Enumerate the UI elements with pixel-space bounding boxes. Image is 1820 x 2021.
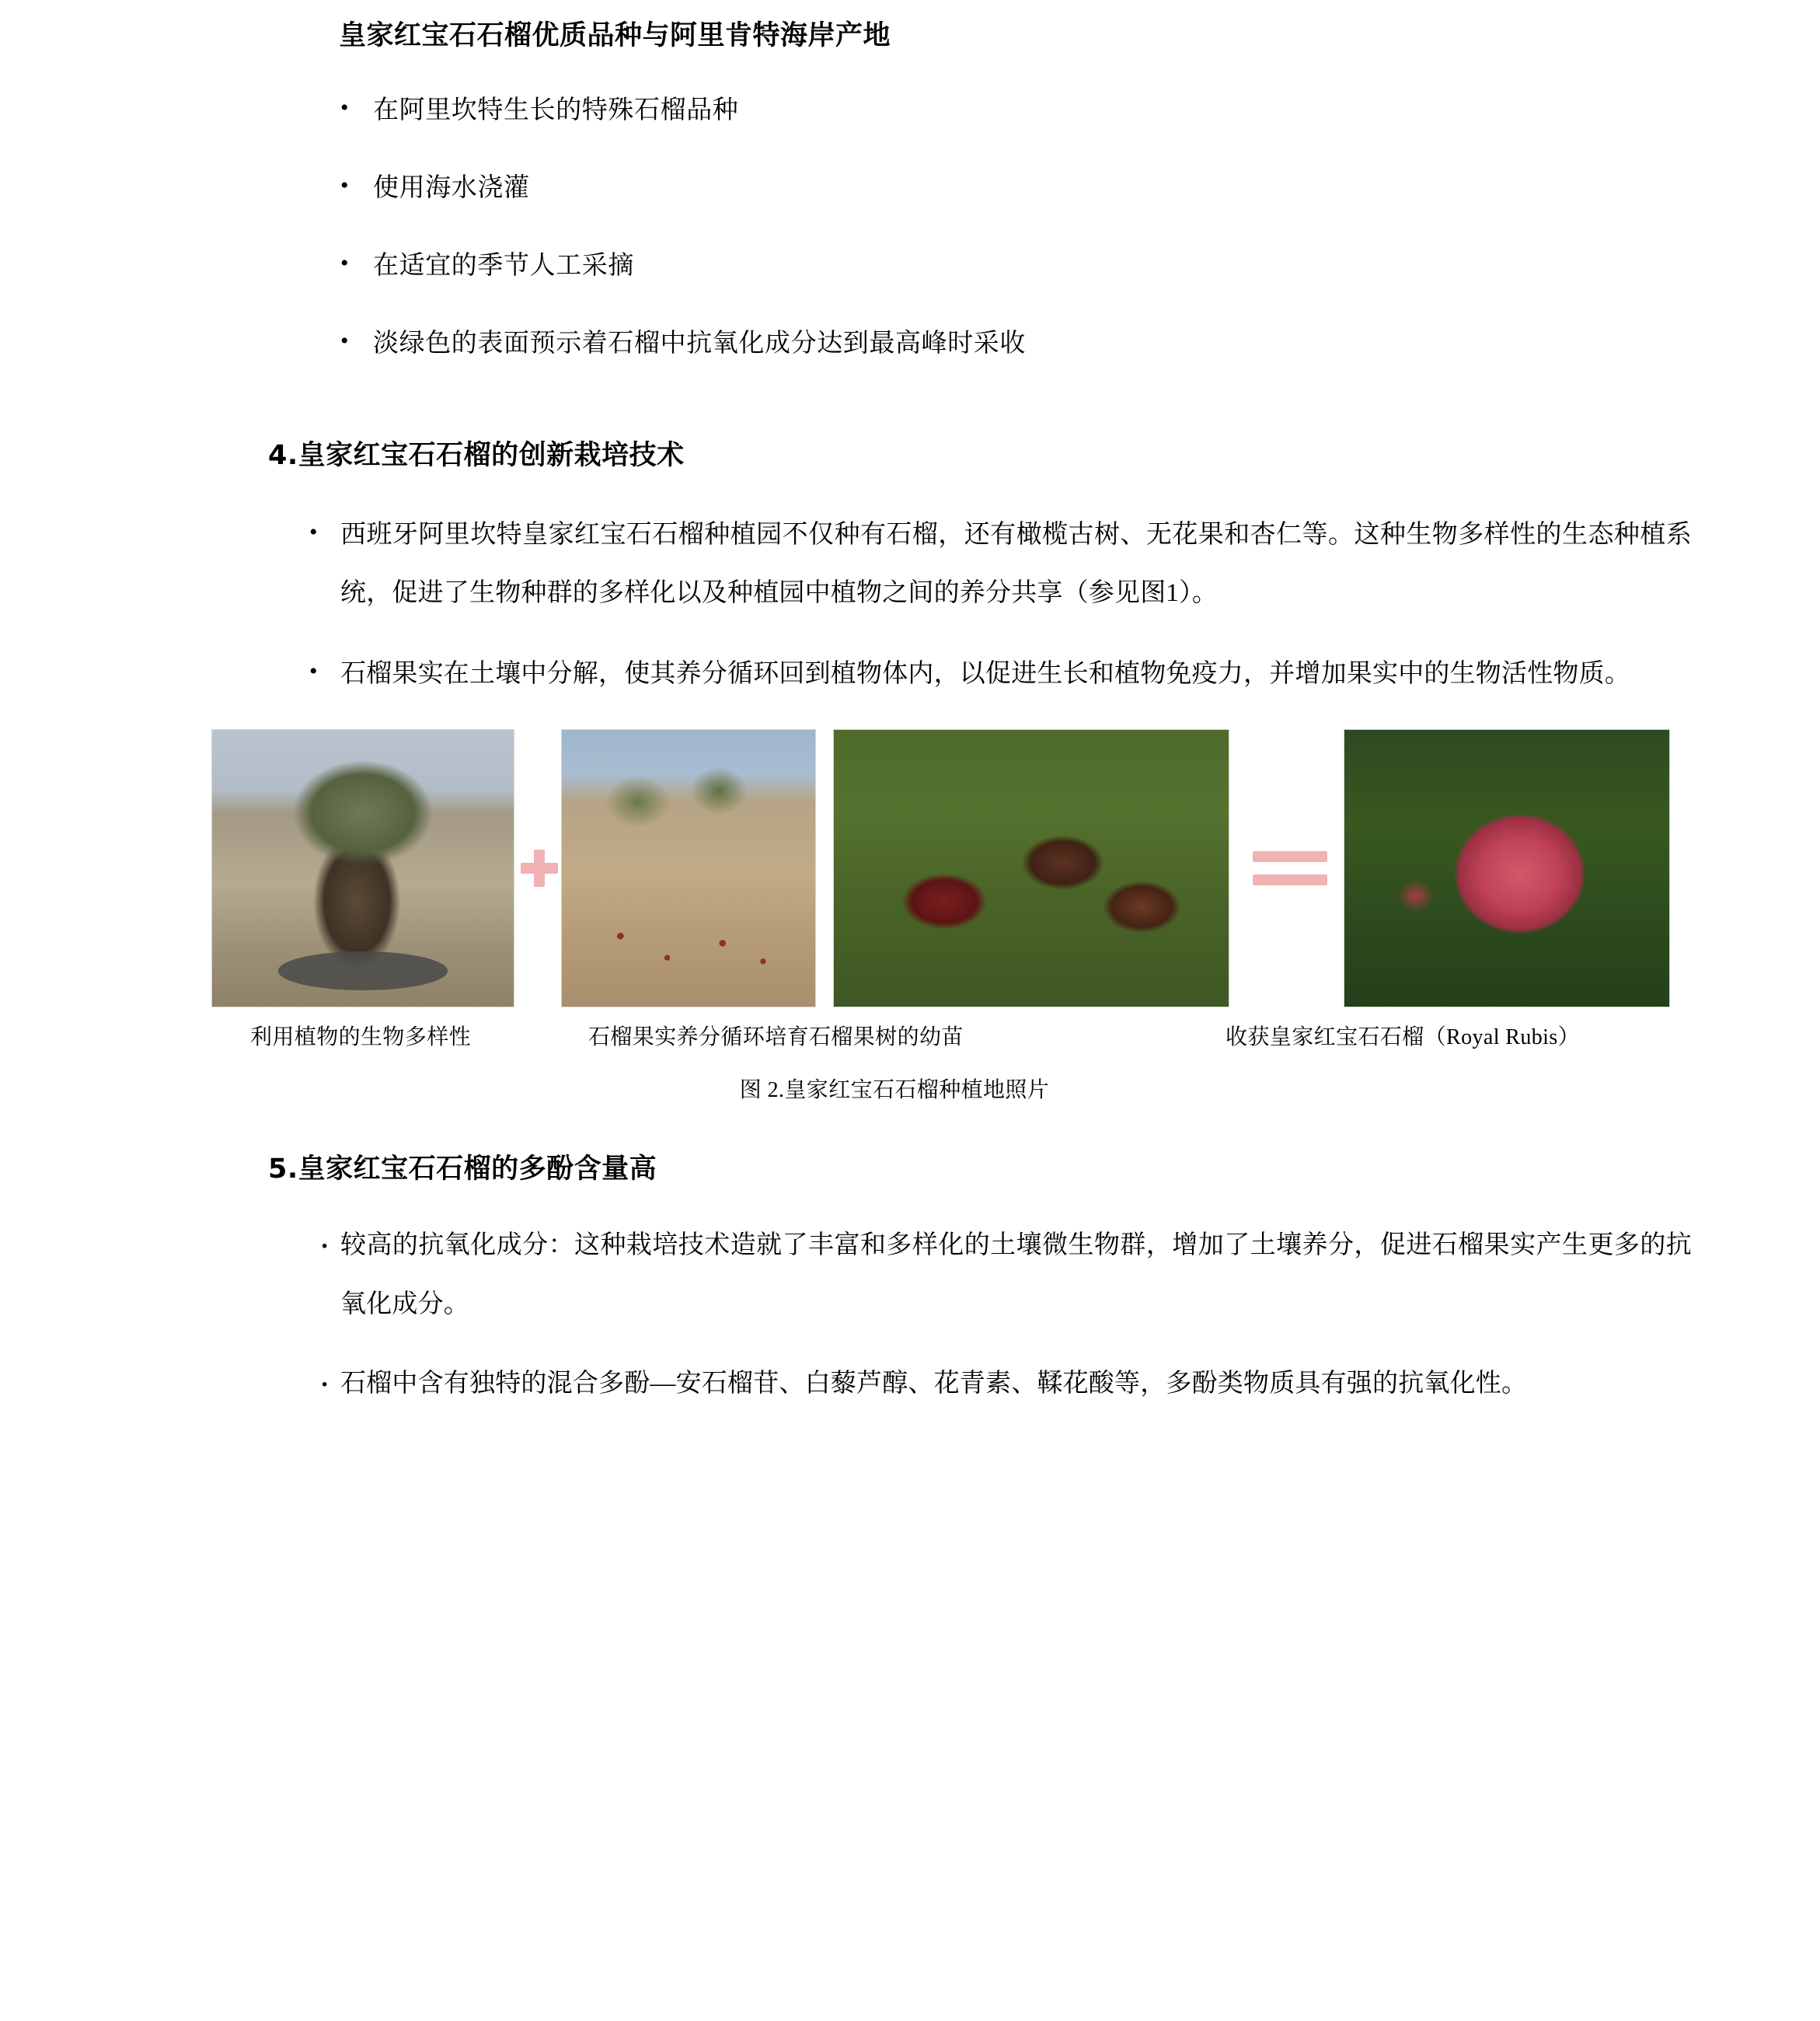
equals-icon	[1253, 850, 1327, 887]
pomegranate-grove-photo	[561, 729, 816, 1007]
section-4-heading: 4.皇家红宝石石榴的创新栽培技术	[268, 440, 685, 472]
intro-bullet-list	[0, 92, 1820, 362]
list-item: • 淡绿色的表面预示着石榴中抗氧化成分达到最高峰时采收	[373, 326, 1509, 363]
list-item: • 在阿里坎特生长的特殊石榴品种	[373, 92, 1509, 130]
page-title: 皇家红宝石石榴优质品种与阿里肯特海岸产地	[339, 20, 891, 51]
list-item: • 在适宜的季节人工采摘	[373, 248, 1509, 285]
photo-caption: 收获皇家红宝石石榴（Royal Rubis）	[1226, 1025, 1581, 1050]
section-4-bullet-list	[0, 506, 1820, 703]
decomposing-fruit-image	[834, 730, 1229, 1007]
figure-photo-row	[211, 729, 1672, 1007]
figure-2	[0, 729, 1820, 1104]
harvested-pomegranate-photo	[1344, 729, 1670, 1007]
photo-caption: 利用植物的生物多样性	[250, 1025, 472, 1050]
section-5-bullet-list	[0, 1216, 1820, 1414]
section-5-heading: 5.皇家红宝石石榴的多酚含量高	[268, 1154, 657, 1185]
list-item: · 石榴中含有独特的混合多酚—安石榴苷、白藜芦醇、花青素、鞣花酸等，多酚类物质具有强的抗氧化性。	[340, 1355, 1692, 1414]
list-item: · 较高的抗氧化成分：这种栽培技术造就了丰富和多样化的土壤微生物群，增加了土壤养分，促进石榴果实产生更多的抗氧化成分。	[340, 1216, 1692, 1335]
photo-caption: 石榴果实养分循环培育石榴果树的幼苗	[588, 1025, 964, 1050]
plus-icon	[521, 850, 558, 887]
olive-tree-image	[212, 730, 514, 1007]
pomegranate-grove-image	[562, 730, 815, 1007]
harvested-pomegranate-image	[1344, 730, 1669, 1007]
figure-photo-captions	[211, 1020, 1672, 1056]
olive-tree-photo	[211, 729, 514, 1007]
decomposing-fruit-photo	[833, 729, 1229, 1007]
list-item: • 西班牙阿里坎特皇家红宝石石榴种植园不仅种有石榴，还有橄榄古树、无花果和杏仁等。这种生物多样性的生态种植系统，促进了生物种群的多样化以及种植园中植物之间的养分共享（参见图1）。	[340, 506, 1692, 622]
list-item: • 使用海水浇灌	[373, 170, 1509, 208]
figure-label: 图 2.皇家红宝石石榴种植地照片	[739, 1078, 1050, 1103]
list-item: • 石榴果实在土壤中分解，使其养分循环回到植物体内，以促进生长和植物免疫力，并增加果实中的生物活性物质。	[340, 645, 1692, 703]
